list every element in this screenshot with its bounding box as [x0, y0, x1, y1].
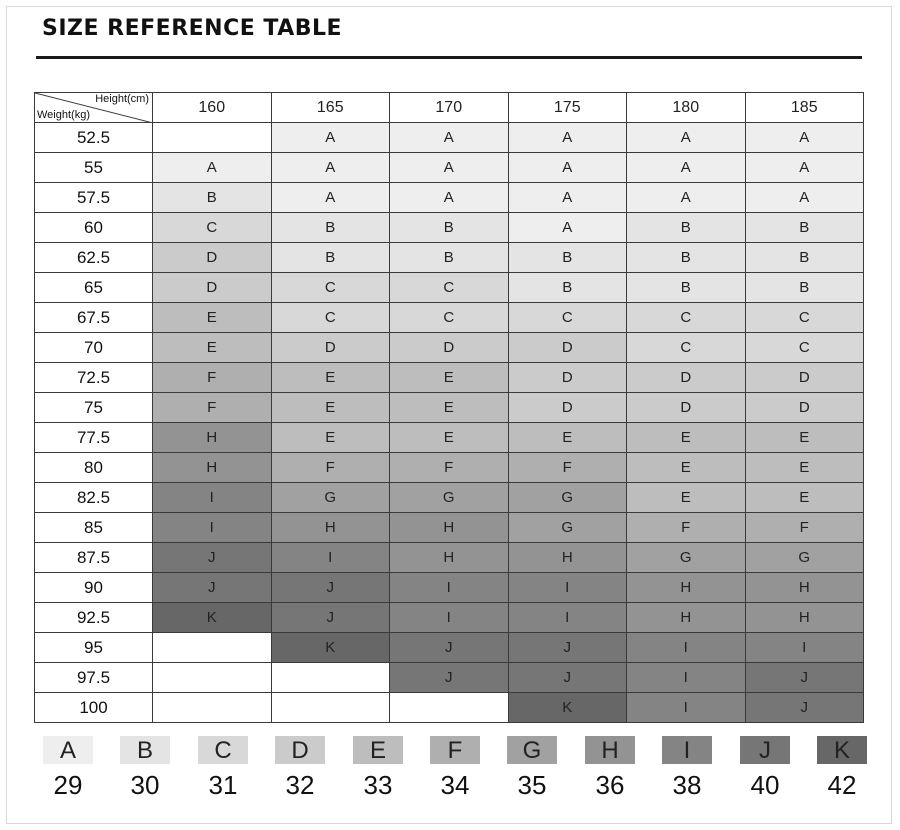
size-cell: I: [627, 663, 746, 693]
legend-item: [40, 736, 96, 801]
empty-cell: [390, 693, 509, 723]
weight-cell: 82.5: [35, 483, 153, 513]
empty-cell: [153, 633, 272, 663]
table-row: [35, 423, 864, 453]
weight-cell: 87.5: [35, 543, 153, 573]
weight-cell: 67.5: [35, 303, 153, 333]
table-row: [35, 183, 864, 213]
size-cell: B: [627, 213, 746, 243]
legend-item: [350, 736, 406, 801]
size-cell: E: [627, 483, 746, 513]
size-cell: C: [508, 303, 627, 333]
size-cell: I: [153, 483, 272, 513]
size-cell: A: [745, 123, 864, 153]
table-row: [35, 603, 864, 633]
size-cell: B: [271, 243, 390, 273]
table-row: [35, 363, 864, 393]
size-cell: J: [508, 663, 627, 693]
size-cell: F: [627, 513, 746, 543]
legend-item: [659, 736, 715, 801]
weight-cell: 70: [35, 333, 153, 363]
size-cell: D: [508, 393, 627, 423]
empty-cell: [153, 123, 272, 153]
legend-value: 36: [595, 770, 625, 800]
size-cell: F: [271, 453, 390, 483]
size-cell: I: [508, 603, 627, 633]
size-cell: C: [271, 303, 390, 333]
size-cell: C: [745, 303, 864, 333]
table-row: [35, 303, 864, 333]
table-row: [35, 213, 864, 243]
size-cell: A: [271, 153, 390, 183]
size-cell: G: [627, 543, 746, 573]
legend-value: 42: [827, 770, 857, 800]
size-cell: E: [508, 423, 627, 453]
size-cell: C: [745, 333, 864, 363]
size-cell: F: [153, 363, 272, 393]
size-cell: J: [271, 573, 390, 603]
size-table-container: [34, 92, 864, 723]
legend-letter: H: [585, 736, 635, 764]
size-cell: H: [390, 513, 509, 543]
size-cell: A: [508, 123, 627, 153]
size-cell: E: [745, 453, 864, 483]
weight-cell: 92.5: [35, 603, 153, 633]
height-header-cell: 175: [508, 93, 627, 123]
size-cell: H: [745, 573, 864, 603]
size-cell: D: [745, 363, 864, 393]
weight-cell: 57.5: [35, 183, 153, 213]
size-cell: B: [153, 183, 272, 213]
legend-value: 30: [130, 770, 160, 800]
size-cell: E: [390, 423, 509, 453]
table-row: [35, 573, 864, 603]
weight-cell: 72.5: [35, 363, 153, 393]
size-cell: D: [390, 333, 509, 363]
size-cell: I: [627, 693, 746, 723]
table-row: [35, 663, 864, 693]
weight-cell: 65: [35, 273, 153, 303]
legend-letter: J: [740, 736, 790, 764]
weight-cell: 55: [35, 153, 153, 183]
legend-item: [195, 736, 251, 801]
size-cell: I: [745, 633, 864, 663]
size-cell: J: [745, 663, 864, 693]
size-cell: E: [627, 423, 746, 453]
weight-cell: 100: [35, 693, 153, 723]
weight-cell: 75: [35, 393, 153, 423]
legend-letter: G: [507, 736, 557, 764]
size-cell: B: [745, 273, 864, 303]
legend-value: 32: [285, 770, 315, 800]
size-cell: A: [627, 153, 746, 183]
table-row: [35, 333, 864, 363]
size-cell: I: [390, 603, 509, 633]
legend-item: [272, 736, 328, 801]
size-cell: I: [627, 633, 746, 663]
legend-letter: K: [817, 736, 867, 764]
table-row: [35, 273, 864, 303]
weight-cell: 85: [35, 513, 153, 543]
legend-item: [427, 736, 483, 801]
size-cell: F: [390, 453, 509, 483]
size-cell: H: [153, 453, 272, 483]
size-cell: K: [508, 693, 627, 723]
table-row: [35, 243, 864, 273]
table-row: [35, 513, 864, 543]
legend-value: 35: [517, 770, 547, 800]
size-cell: A: [745, 153, 864, 183]
legend-value: 29: [53, 770, 83, 800]
size-cell: H: [390, 543, 509, 573]
legend-letter: I: [662, 736, 712, 764]
weight-cell: 77.5: [35, 423, 153, 453]
size-cell: B: [271, 213, 390, 243]
table-row: [35, 633, 864, 663]
empty-cell: [153, 663, 272, 693]
legend-letter: C: [198, 736, 248, 764]
weight-cell: 95: [35, 633, 153, 663]
legend-value: 33: [363, 770, 393, 800]
size-cell: C: [627, 303, 746, 333]
size-cell: H: [508, 543, 627, 573]
height-axis-label: Height(cm): [95, 93, 149, 105]
size-cell: E: [271, 363, 390, 393]
weight-cell: 60: [35, 213, 153, 243]
size-cell: A: [508, 213, 627, 243]
size-cell: K: [153, 603, 272, 633]
size-cell: F: [745, 513, 864, 543]
size-cell: K: [271, 633, 390, 663]
size-cell: H: [627, 603, 746, 633]
size-cell: H: [153, 423, 272, 453]
size-cell: A: [627, 183, 746, 213]
table-row: [35, 123, 864, 153]
size-cell: B: [508, 243, 627, 273]
size-cell: E: [153, 303, 272, 333]
size-cell: C: [390, 303, 509, 333]
weight-cell: 90: [35, 573, 153, 603]
size-cell: J: [508, 633, 627, 663]
page-title: SIZE REFERENCE TABLE: [42, 16, 343, 41]
size-cell: A: [390, 153, 509, 183]
size-cell: D: [627, 393, 746, 423]
size-cell: I: [508, 573, 627, 603]
empty-cell: [271, 693, 390, 723]
size-cell: E: [271, 423, 390, 453]
weight-cell: 80: [35, 453, 153, 483]
size-cell: F: [508, 453, 627, 483]
size-cell: J: [271, 603, 390, 633]
table-row: [35, 543, 864, 573]
size-cell: I: [390, 573, 509, 603]
size-cell: C: [390, 273, 509, 303]
size-cell: A: [627, 123, 746, 153]
size-cell: G: [508, 483, 627, 513]
size-cell: E: [271, 393, 390, 423]
size-cell: A: [508, 183, 627, 213]
size-cell: A: [271, 123, 390, 153]
weight-cell: 52.5: [35, 123, 153, 153]
size-cell: J: [390, 633, 509, 663]
legend-letter: D: [275, 736, 325, 764]
size-cell: B: [508, 273, 627, 303]
table-row: [35, 453, 864, 483]
size-cell: D: [153, 243, 272, 273]
size-cell: B: [390, 213, 509, 243]
size-cell: C: [627, 333, 746, 363]
height-header-cell: 170: [390, 93, 509, 123]
size-legend: [40, 736, 870, 806]
size-cell: A: [153, 153, 272, 183]
size-cell: E: [390, 363, 509, 393]
legend-item: [814, 736, 870, 801]
size-cell: E: [745, 423, 864, 453]
empty-cell: [153, 693, 272, 723]
size-cell: H: [627, 573, 746, 603]
size-cell: H: [745, 603, 864, 633]
size-cell: B: [745, 243, 864, 273]
size-cell: E: [627, 453, 746, 483]
size-cell: B: [390, 243, 509, 273]
size-cell: G: [508, 513, 627, 543]
legend-value: 34: [440, 770, 470, 800]
table-row: [35, 483, 864, 513]
size-cell: E: [153, 333, 272, 363]
legend-value: 31: [208, 770, 238, 800]
weight-axis-label: Weight(kg): [37, 109, 90, 121]
size-cell: G: [271, 483, 390, 513]
empty-cell: [271, 663, 390, 693]
size-cell: A: [508, 153, 627, 183]
table-row: [35, 393, 864, 423]
table-row: [35, 693, 864, 723]
size-cell: J: [390, 663, 509, 693]
size-cell: B: [745, 213, 864, 243]
corner-header-cell: [35, 93, 153, 123]
height-header-cell: 185: [745, 93, 864, 123]
size-cell: C: [153, 213, 272, 243]
weight-cell: 62.5: [35, 243, 153, 273]
legend-value: 40: [750, 770, 780, 800]
legend-letter: F: [430, 736, 480, 764]
size-cell: D: [508, 333, 627, 363]
size-cell: D: [271, 333, 390, 363]
size-cell: D: [508, 363, 627, 393]
size-cell: I: [153, 513, 272, 543]
size-cell: A: [271, 183, 390, 213]
size-table: [34, 92, 864, 723]
legend-item: [504, 736, 560, 801]
size-cell: E: [745, 483, 864, 513]
legend-letter: B: [120, 736, 170, 764]
legend-item: [737, 736, 793, 801]
size-cell: J: [153, 573, 272, 603]
legend-value: 38: [672, 770, 702, 800]
legend-item: [582, 736, 638, 801]
size-cell: A: [745, 183, 864, 213]
size-cell: H: [271, 513, 390, 543]
legend-letter: A: [43, 736, 93, 764]
size-cell: F: [153, 393, 272, 423]
size-cell: G: [390, 483, 509, 513]
size-cell: C: [271, 273, 390, 303]
size-cell: D: [153, 273, 272, 303]
size-cell: G: [745, 543, 864, 573]
size-cell: A: [390, 123, 509, 153]
weight-cell: 97.5: [35, 663, 153, 693]
height-header-cell: 180: [627, 93, 746, 123]
height-header-cell: 160: [153, 93, 272, 123]
size-cell: A: [390, 183, 509, 213]
table-row: [35, 153, 864, 183]
title-divider: [36, 56, 862, 59]
size-cell: E: [390, 393, 509, 423]
size-cell: I: [271, 543, 390, 573]
legend-item: [117, 736, 173, 801]
size-cell: D: [627, 363, 746, 393]
size-cell: B: [627, 243, 746, 273]
size-cell: B: [627, 273, 746, 303]
size-cell: D: [745, 393, 864, 423]
legend-letter: E: [353, 736, 403, 764]
size-cell: J: [745, 693, 864, 723]
header-row: [35, 93, 864, 123]
height-header-cell: 165: [271, 93, 390, 123]
size-cell: J: [153, 543, 272, 573]
